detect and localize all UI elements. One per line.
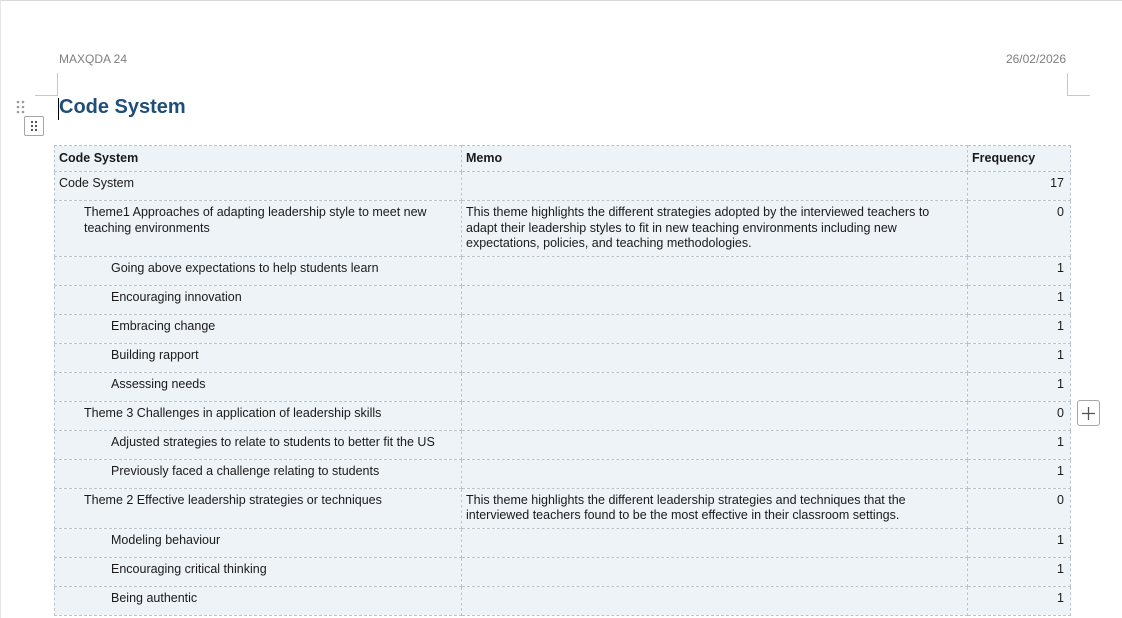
table-header-row (55, 146, 1071, 172)
table-row[interactable] (55, 343, 1071, 372)
memo-cell[interactable] (462, 459, 968, 488)
frequency-cell[interactable]: 0 (968, 488, 1071, 528)
table-row[interactable] (55, 314, 1071, 343)
code-cell[interactable]: Being authentic (55, 586, 462, 615)
table-row[interactable] (55, 372, 1071, 401)
code-system-table[interactable] (54, 145, 1071, 616)
table-row[interactable] (55, 256, 1071, 285)
table-row[interactable] (55, 459, 1071, 488)
table-row[interactable] (55, 557, 1071, 586)
frequency-cell[interactable]: 0 (968, 401, 1071, 430)
code-cell[interactable]: Encouraging innovation (55, 285, 462, 314)
frequency-cell[interactable]: 1 (968, 372, 1071, 401)
code-cell[interactable]: Code System (55, 172, 462, 201)
frequency-cell[interactable]: 1 (968, 586, 1071, 615)
memo-cell[interactable]: This theme highlights the different strategies adopted by the interviewed teachers to adapt their leadership styles to fit in new teaching environments including new expectations, policies, and teaching methodologies. (462, 201, 968, 257)
frequency-cell[interactable]: 1 (968, 528, 1071, 557)
memo-cell[interactable] (462, 528, 968, 557)
memo-cell[interactable] (462, 343, 968, 372)
drag-dots-svg (16, 100, 26, 116)
memo-cell[interactable] (462, 285, 968, 314)
frequency-cell[interactable]: 1 (968, 343, 1071, 372)
frequency-cell[interactable]: 1 (968, 256, 1071, 285)
table-row[interactable] (55, 430, 1071, 459)
add-row-button[interactable] (1077, 400, 1100, 426)
plus-icon (1082, 407, 1095, 420)
frequency-cell[interactable]: 1 (968, 557, 1071, 586)
frequency-cell[interactable]: 1 (968, 459, 1071, 488)
header-date: 26/02/2026 (1005, 52, 1066, 66)
table-row[interactable] (55, 172, 1071, 201)
memo-cell[interactable] (462, 372, 968, 401)
table-row[interactable] (55, 201, 1071, 257)
code-cell[interactable]: Embracing change (55, 314, 462, 343)
header-app-name: MAXQDA 24 (59, 52, 128, 66)
margin-corner-mark-right (1067, 73, 1090, 96)
table-row[interactable] (55, 586, 1071, 615)
frequency-cell[interactable]: 0 (968, 201, 1071, 257)
frequency-cell[interactable]: 1 (968, 285, 1071, 314)
column-header-frequency[interactable]: Frequency (968, 146, 1071, 172)
code-cell[interactable]: Assessing needs (55, 372, 462, 401)
frequency-cell[interactable]: 1 (968, 314, 1071, 343)
text-cursor (58, 98, 59, 120)
memo-cell[interactable] (462, 314, 968, 343)
move-grid-icon (29, 120, 39, 132)
column-header-memo[interactable]: Memo (462, 146, 968, 172)
memo-cell[interactable] (462, 172, 968, 201)
memo-cell[interactable] (462, 256, 968, 285)
margin-corner-mark-left (35, 73, 58, 96)
table-body (55, 172, 1071, 616)
code-cell[interactable]: Modeling behaviour (55, 528, 462, 557)
code-cell[interactable]: Building rapport (55, 343, 462, 372)
frequency-cell[interactable]: 1 (968, 430, 1071, 459)
memo-cell[interactable] (462, 586, 968, 615)
memo-cell[interactable] (462, 430, 968, 459)
table-row[interactable] (55, 528, 1071, 557)
code-cell[interactable]: Encouraging critical thinking (55, 557, 462, 586)
frequency-cell[interactable]: 17 (968, 172, 1071, 201)
table-move-handle[interactable] (24, 116, 44, 136)
table-row[interactable] (55, 401, 1071, 430)
code-cell[interactable]: Theme 3 Challenges in application of leadership skills (55, 401, 462, 430)
drag-dots-icon[interactable] (16, 100, 26, 116)
document-title[interactable]: Code System (59, 96, 186, 118)
code-cell[interactable]: Previously faced a challenge relating to students (55, 459, 462, 488)
code-cell[interactable]: Adjusted strategies to relate to students to better fit the US (55, 430, 462, 459)
code-cell[interactable]: Theme1 Approaches of adapting leadership style to meet new teaching environments (55, 201, 462, 257)
memo-cell[interactable] (462, 401, 968, 430)
table-row[interactable] (55, 488, 1071, 528)
table-row[interactable] (55, 285, 1071, 314)
column-header-code-system[interactable]: Code System (55, 146, 462, 172)
code-cell[interactable]: Going above expectations to help students learn (55, 256, 462, 285)
memo-cell[interactable] (462, 557, 968, 586)
code-cell[interactable]: Theme 2 Effective leadership strategies or techniques (55, 488, 462, 528)
memo-cell[interactable]: This theme highlights the different leadership strategies and techniques that the interviewed teachers found to be the most effective in their classroom settings. (462, 488, 968, 528)
